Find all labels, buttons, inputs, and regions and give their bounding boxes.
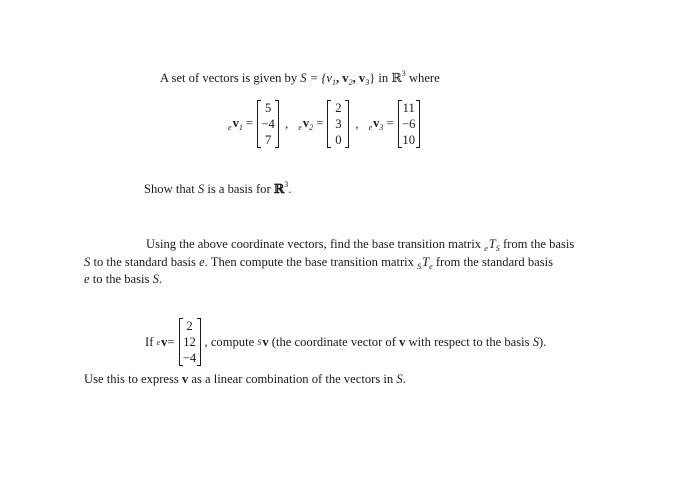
show-basis-line: Show that S is a basis for ℝ$^3$. [144,180,292,196]
transition-line-2: S to the standard basis e. Then compute the base transition matrix $_ST_e$ from the standard basis [84,255,554,271]
set-comma-2: , v [352,71,366,85]
matrix-entry: 7 [264,133,272,147]
matrix-entry: 0 [335,133,342,147]
set-expression: S = {v [300,71,332,85]
v3-subscript: 3 [365,78,370,87]
intro-where: where [405,71,440,85]
separator: , [285,116,289,131]
set-comma-1: , v [336,71,349,85]
matrix-entry: 2 [186,319,193,333]
v2-subscript: 2 [348,78,353,87]
intro-text: A set of vectors is given by [160,71,298,85]
ev-matrix [179,318,201,366]
matrix-entry: −6 [401,117,416,131]
v1-subscript: 1 [332,78,336,87]
transition-line-3: e to the basis S. [84,272,163,286]
r3-exponent: 3 [401,69,406,78]
coordinate-question: If e v = 2 12 −4 , compute S v (the coordinate vector of v with respect to the basis S ). [145,319,547,365]
matrix-entry: 3 [335,117,342,131]
vector-definitions [228,96,424,152]
v3-label: $_ev_3$ = [368,116,394,132]
matrix-entry: 2 [335,101,342,115]
v2-matrix [327,100,349,148]
matrix-entry: 5 [264,101,272,115]
matrix-entry: 12 [183,335,196,349]
intro-line [160,69,440,87]
if-text: If [145,334,154,349]
matrix-entry: −4 [261,117,275,131]
transition-line-1: Using the above coordinate vectors, find the base transition matrix $_eT_S$ from the basis [146,237,575,253]
final-line: Use this to express v as a linear combination of the vectors in S. [84,372,406,386]
matrix-entry: −4 [182,351,197,365]
matrix-entry: 10 [402,133,415,147]
v1-label: $_ev_1$ = [228,116,254,132]
matrix-entry: 11 [402,101,415,115]
separator: , [355,116,359,131]
v3-matrix [398,100,420,148]
v1-matrix [257,100,279,148]
v2-label: $_ev_2$ = [298,116,324,132]
set-close: } in ℝ [369,71,402,85]
